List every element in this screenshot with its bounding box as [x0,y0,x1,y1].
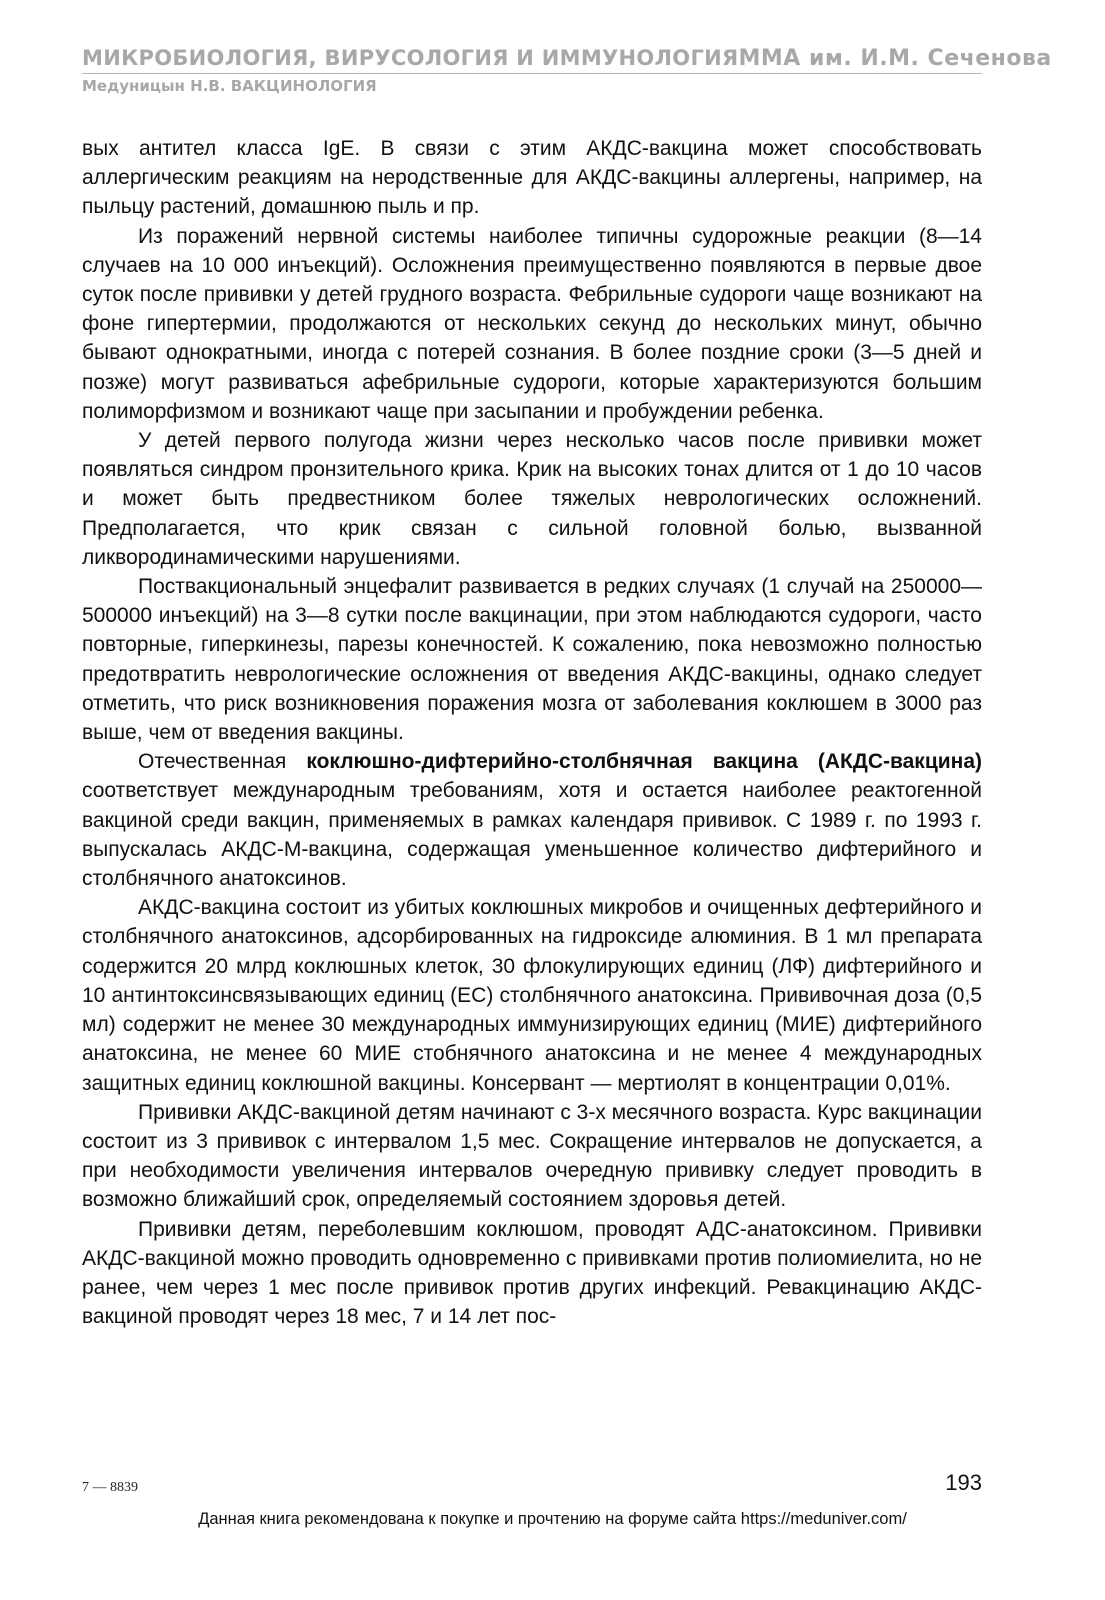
paragraph-4: Поствакциональный энцефалит развивается в редких случаях (1 случай на 250000—500000 инъекций) на 3—8 сутки после вакцинации, при этом наблюдаются судороги, часто повторные, гиперкинезы, парезы конечностей. К сожалению, пока невозможно полностью предотвратить неврологические осложнения от введения АКДС-вакцины, однако следует отметить, что риск возникновения поражения мозга от заболевания коклюшем в 3000 раз выше, чем от введения вакцины. [82,575,982,745]
paragraph-5-start: Отечественная [138,750,307,774]
paragraph-1: вых антител класса IgE. В связи с этим АКДС-вакцина может способствовать аллергическим реакциям на неродственные для АКДС-вакцины аллергены, например, на пыльцу растений, домашнюю пыль и пр. [82,137,982,219]
paragraph-5-end: соответствует международным требованиям, хотя и остается наиболее реактогенной вакциной среди вакцин, применяемых в рамках календаря прививок. С 1989 г. по 1993 г. выпускалась АКДС-М-вакцина, содержащая уменьшенное количество дифтерийного и столбнячного анатоксинов. [82,779,982,891]
page-body [82,134,982,1331]
header-book-title: Медуницын Н.В. ВАКЦИНОЛОГИЯ [82,77,377,95]
running-header [82,45,1052,96]
header-subject: МИКРОБИОЛОГИЯ, ВИРУСОЛОГИЯ И ИММУНОЛОГИЯ [82,46,739,70]
footer-note: Данная книга рекомендована к покупке и прочтению на форуме сайта https://meduniver.com/ [198,1510,907,1528]
header-top-line [82,45,1052,74]
page-number: 193 [945,1470,982,1495]
paragraph-6: АКДС-вакцина состоит из убитых коклюшных микробов и очищенных дефтерийного и столбнячного анатоксинов, адсорбированных на гидроксиде алюминия. В 1 мл препарата содержится 20 млрд коклюшных клеток, 30 флокулирующих единиц (ЛФ) дифтерийного и 10 антинтоксинсвязывающих единиц (ЕС) столбнячного анатоксина. Прививочная доза (0,5 мл) содержит не менее 30 международных иммунизирующих единиц (МИЕ) дифтерийного анатоксина, не менее 60 МИЕ стобнячного анатоксина и не менее 4 международных защитных единиц коклюшной вакцины. Консервант — мертиолят в концентрации 0,01%. [82,896,982,1095]
signature-code: 7 — 8839 [82,1480,138,1495]
paragraph-3: У детей первого полугода жизни через несколько часов после прививки может появляться синдром пронзительного крика. Крик на высоких тонах длится от 1 до 10 часов и может быть предвестником более тяжелых неврологических осложнений. Предполагается, что крик связан с сильной головной болью, вызванной ликвородинамическими нарушениями. [82,429,982,569]
paragraph-7: Прививки АКДС-вакциной детям начинают с 3-х месячного возраста. Курс вакцинации состоит из 3 прививок с интервалом 1,5 мес. Сокращение интервалов не допускается, а при необходимости увеличения интервалов очередную прививку следует проводить в возможно ближайший срок, определяемый состоянием здоровья детей. [82,1100,982,1212]
paragraph-8: Прививки детям, переболевшим коклюшом, проводят АДС-анатоксином. Прививки АКДС-вакциной можно проводить одновременно с прививками против полиомиелита, но не ранее, чем через 1 мес после прививок против других инфекций. Ревакцинацию АКДС-вакциной проводят через 18 мес, 7 и 14 лет пос- [82,1217,982,1329]
paragraph-2: Из поражений нервной системы наиболее типичны судорожные реакции (8—14 случаев на 10 000 инъекций). Осложнения преимущественно появляются в первые двое суток после прививки у детей грудного возраста. Фебрильные судороги чаще возникают на фоне гипертермии, продолжаются от нескольких секунд до нескольких минут, обычно бывают однократными, иногда с потерей сознания. В более поздние сроки (3—5 дней и позже) могут развиваться афебрильные судороги, которые характеризуются большим полиморфизмом и возникают чаще при засыпании и пробуждении ребенка. [82,224,982,423]
header-institution: ММА им. И.М. Сеченова [738,46,1052,71]
paragraph-5-bold-term: коклюшно-дифтерийно-столбнячная вакцина (АКДС-вакцина) [306,750,982,774]
paragraph-5 [82,747,982,893]
